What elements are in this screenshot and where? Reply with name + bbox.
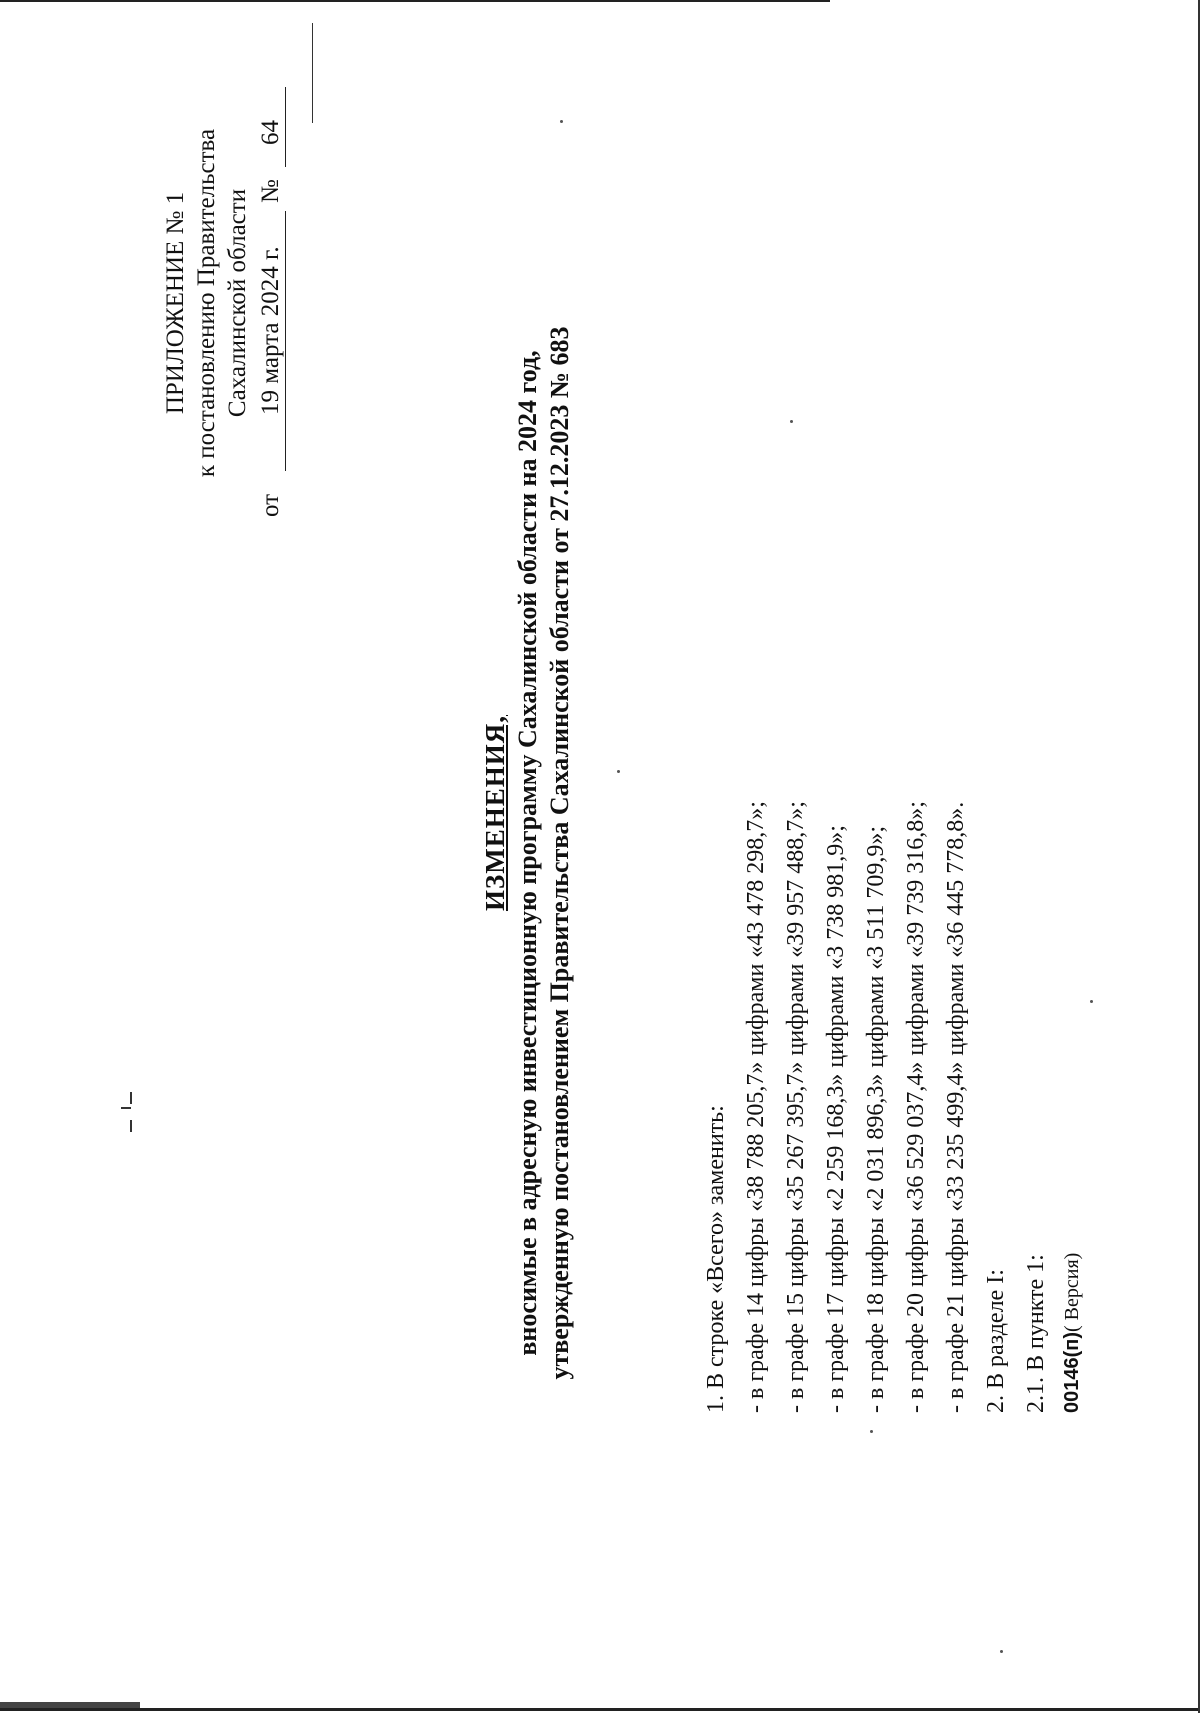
clause-2-1: 2.1. В пункте 1:: [1023, 1254, 1049, 1413]
list-item: - в графе 21 цифры «33 235 499,4» цифрами «36 445 778,8».: [943, 801, 969, 1413]
document-subtitle-line1: вносимые в адресную инвестиционную программу Сахалинской области на 2024 год,: [513, 350, 542, 1356]
approval-stamp-block: [160, 83, 289, 523]
approval-date-row: [255, 83, 289, 523]
list-item: - в графе 20 цифры «36 529 037,4» цифрами «39 739 316,8»;: [903, 801, 929, 1413]
approval-rule: [312, 23, 313, 123]
list-item: - в графе 15 цифры «35 267 395,7» цифрами «39 957 488,7»;: [783, 801, 809, 1413]
list-item: - в графе 17 цифры «2 259 168,3» цифрами «3 738 981,9»;: [823, 825, 849, 1413]
appendix-region: Сахалинской области: [224, 188, 251, 418]
document-code: 00146(п): [1061, 1331, 1083, 1413]
document-version: ( Версия): [1061, 1252, 1083, 1332]
list-item: - в графе 18 цифры «2 031 896,3» цифрами «3 511 709,9»;: [863, 825, 889, 1413]
approval-number: 64: [257, 120, 284, 145]
list-item: - в графе 14 цифры «38 788 205,7» цифрами «43 478 298,7»;: [743, 801, 769, 1413]
clause-2: 2. В разделе I:: [983, 1269, 1009, 1413]
approval-date: 19 марта 2024 г.: [257, 246, 284, 415]
appendix-number: ПРИЛОЖЕНИЕ № 1: [162, 191, 189, 415]
clause-1-intro: 1. В строке «Всего» заменить:: [703, 1105, 729, 1413]
document-subtitle-line2: утвержденную постановлением Правительства Сахалинской области от 27.12.2023 № 683: [545, 326, 574, 1380]
number-label: №: [257, 179, 284, 203]
document-title-block: [478, 113, 576, 1593]
document-footer: [1056, 801, 1088, 1413]
document-title: ИЗМЕНЕНИЯ,: [480, 715, 510, 912]
date-prefix: от: [257, 493, 284, 517]
document-body: [696, 801, 1088, 1413]
appendix-reference: к постановлению Правительства: [193, 128, 220, 478]
